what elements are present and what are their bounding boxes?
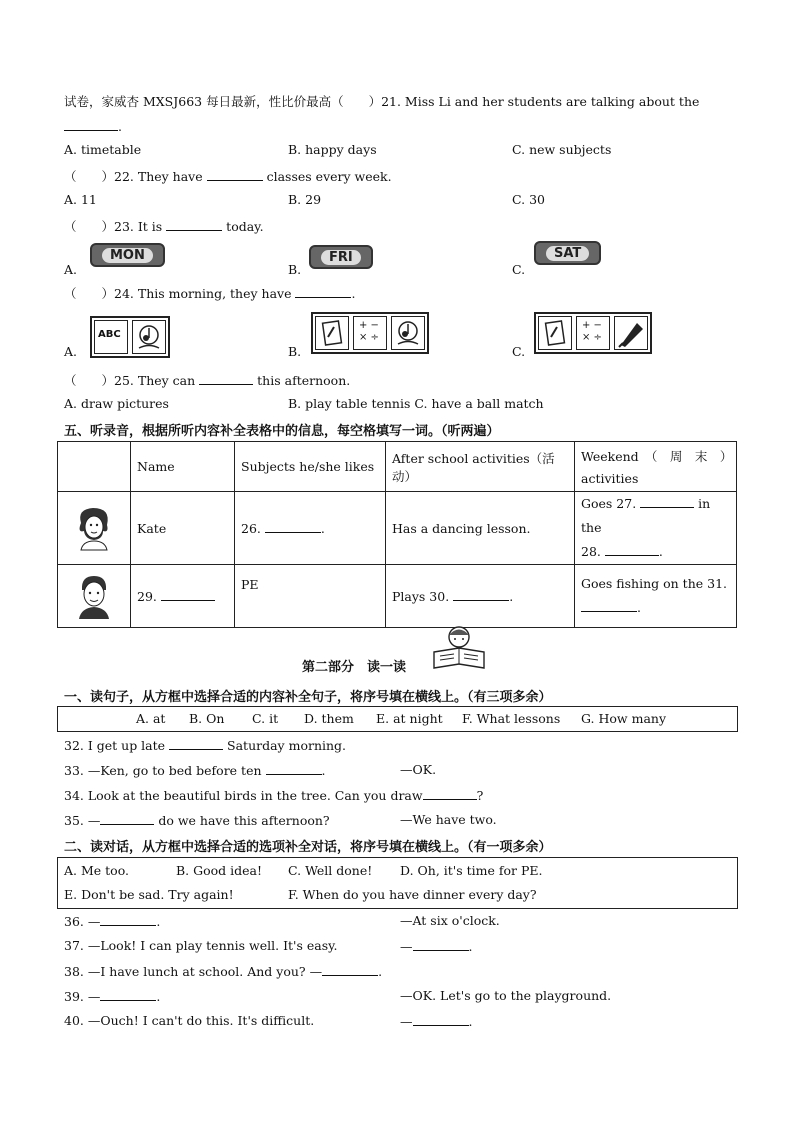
q31-blank[interactable] — [581, 599, 637, 612]
q25-option-a: A. draw pictures — [64, 396, 169, 411]
q23-stem-b: today. — [226, 219, 264, 234]
header-picture — [58, 442, 131, 492]
header-subjects: Subjects he/she likes — [235, 442, 386, 492]
q23-stem — [64, 217, 264, 235]
q27-label: Goes 27. — [581, 496, 637, 511]
q38 — [64, 963, 382, 979]
q23-fri-image — [309, 245, 373, 269]
q21-end: . — [118, 119, 122, 134]
q30-label: Plays 30. — [392, 589, 450, 604]
q21-stem: 试卷，家威杏 MXSJ663 每日最新，性比价最高（ ）21. Miss Li and her students are talking about the — [64, 94, 700, 109]
q22-blank[interactable] — [207, 168, 263, 181]
q37-reply-a: — — [400, 939, 413, 954]
reading-child-icon — [430, 624, 488, 675]
math-glyph: + − × ÷ — [359, 320, 379, 343]
q27-blank[interactable] — [640, 495, 694, 508]
boy-avatar — [58, 565, 131, 628]
header-weekend-line1: Weekend （ 周 末 ） — [581, 448, 733, 464]
q33-b: . — [321, 763, 326, 778]
q22-stem-a: （ ）22. They have — [64, 169, 203, 184]
q21-blank-line — [64, 118, 122, 134]
q27-after: in the — [581, 496, 711, 535]
q40-blank[interactable] — [413, 1013, 469, 1026]
q25-stem-b: this afternoon. — [257, 373, 351, 388]
q26-label: 26. — [241, 521, 261, 536]
row2-name — [131, 565, 235, 628]
q38-a: 38. —I have lunch at school. And you? — — [64, 964, 323, 979]
math-icon — [576, 316, 610, 350]
q25-stem — [64, 371, 350, 389]
q24-a-images — [90, 316, 170, 358]
kate-avatar — [58, 492, 131, 565]
option-a-at: A. at — [136, 711, 166, 726]
q25-option-bc: B. play table tennis C. have a ball match — [288, 396, 544, 411]
option-c-it: C. it — [252, 711, 279, 726]
row2-weekend: Goes fishing on the 31. . — [575, 565, 737, 628]
q21-option-a: A. timetable — [64, 142, 142, 157]
q24-option-a-label: A. — [64, 344, 78, 359]
q39-reply: —OK. Let's go to the playground. — [400, 988, 612, 1003]
row1-name: Kate — [131, 492, 235, 565]
q29-blank[interactable] — [161, 588, 215, 601]
q38-blank[interactable] — [322, 963, 378, 976]
header-weekend-line2: activities — [581, 470, 639, 486]
q35-b: do we have this afternoon? — [158, 813, 330, 828]
option-b-good-idea: B. Good idea! — [176, 863, 263, 878]
option-d-time-for-pe: D. Oh, it's time for PE. — [400, 863, 543, 878]
q35 — [64, 812, 330, 828]
q23-option-c-label: C. — [512, 262, 526, 277]
q22-stem — [64, 167, 392, 185]
header-name: Name — [131, 442, 235, 492]
art-icon — [315, 316, 349, 350]
q30-blank[interactable] — [453, 588, 509, 601]
q32 — [64, 737, 346, 753]
part2-title: 第二部分 读一读 — [302, 660, 407, 675]
row2-subject: PE — [235, 565, 386, 628]
option-b-on: B. On — [189, 711, 225, 726]
q40: 40. —Ouch! I can't do this. It's difficult. — [64, 1013, 315, 1028]
option-f-what-lessons: F. What lessons — [462, 711, 561, 726]
section5-table — [57, 441, 737, 628]
q21-blank[interactable] — [64, 118, 118, 131]
option-f-dinner: F. When do you have dinner every day? — [288, 887, 537, 902]
q24-c-images — [534, 312, 652, 354]
q24-stem-b: . — [351, 286, 356, 301]
q29-label: 29. — [137, 589, 157, 604]
music-icon — [391, 316, 425, 350]
q35-a: 35. — — [64, 813, 101, 828]
q36-b: . — [156, 914, 161, 929]
section1-title: 一、读句子，从方框中选择合适的内容补全句子，将序号填在横线上。（有三项多余） — [64, 690, 552, 705]
english-icon — [94, 320, 128, 354]
q35-reply: —We have two. — [400, 812, 497, 827]
q34-blank[interactable] — [423, 787, 477, 800]
q39 — [64, 988, 160, 1004]
q23-blank[interactable] — [166, 218, 222, 231]
q36-blank[interactable] — [100, 913, 156, 926]
sat-text: SAT — [546, 246, 589, 261]
q32-blank[interactable] — [169, 737, 223, 750]
music-icon — [132, 320, 166, 354]
q22-option-b: B. 29 — [288, 192, 322, 207]
q39-blank[interactable] — [100, 988, 156, 1001]
q33-a: 33. —Ken, go to bed before ten — [64, 763, 262, 778]
q28-label: 28. — [581, 544, 601, 559]
option-a-me-too: A. Me too. — [64, 863, 129, 878]
section2-title: 二、读对话，从方框中选择合适的选项补全对话，将序号填在横线上。（有一项多余） — [64, 840, 552, 855]
q34-a: 34. Look at the beautiful birds in the tree. Can you draw — [64, 788, 423, 803]
q32-b: Saturday morning. — [227, 738, 347, 753]
q39-a: 39. — — [64, 989, 101, 1004]
q22-option-c: C. 30 — [512, 192, 545, 207]
q31-label: Goes fishing on the 31. — [581, 576, 727, 591]
q24-blank[interactable] — [295, 285, 351, 298]
q26-blank[interactable] — [265, 520, 321, 533]
fri-text: FRI — [321, 250, 361, 265]
writing-icon — [614, 316, 648, 350]
option-g-how-many: G. How many — [581, 711, 667, 726]
q22-stem-b: classes every week. — [266, 169, 392, 184]
q36-reply: —At six o'clock. — [400, 913, 500, 928]
row1-activity: Has a dancing lesson. — [386, 492, 575, 565]
q34 — [64, 787, 483, 803]
section5-title: 五、听录音，根据所听内容补全表格中的信息，每空格填写一词。（听两遍） — [64, 424, 500, 439]
header-weekend — [575, 442, 737, 492]
q25-stem-a: （ ）25. They can — [64, 373, 196, 388]
q33-blank[interactable] — [266, 762, 322, 775]
q37: 37. —Look! I can play tennis well. It's easy. — [64, 938, 338, 953]
q24-stem — [64, 284, 355, 302]
q23-option-b-label: B. — [288, 262, 302, 277]
math-icon — [353, 316, 387, 350]
q21-option-b: B. happy days — [288, 142, 377, 157]
q36-a: 36. — — [64, 914, 101, 929]
option-e-at-night: E. at night — [376, 711, 443, 726]
q24-option-b-label: B. — [288, 344, 302, 359]
q34-b: ? — [476, 788, 484, 803]
q24-stem-a: （ ）24. This morning, they have — [64, 286, 292, 301]
q22-option-a: A. 11 — [64, 192, 97, 207]
q23-option-a-label: A. — [64, 262, 78, 277]
q21-option-c: C. new subjects — [512, 142, 612, 157]
q38-b: . — [378, 964, 383, 979]
q24-option-c-label: C. — [512, 344, 526, 359]
q33 — [64, 762, 326, 778]
row1-weekend: Goes 27. in the 28. . — [575, 492, 737, 565]
math-glyph: + − × ÷ — [582, 320, 602, 343]
art-icon — [538, 316, 572, 350]
row1-subject: 26. . — [235, 492, 386, 565]
q40-reply-a: — — [400, 1014, 413, 1029]
q35-blank[interactable] — [100, 812, 154, 825]
header-activities: After school activities（活动） — [386, 442, 575, 492]
option-d-them: D. them — [304, 711, 354, 726]
q37-blank[interactable] — [413, 938, 469, 951]
q23-stem-a: （ ）23. It is — [64, 219, 163, 234]
q32-a: 32. I get up late — [64, 738, 166, 753]
q40-reply — [400, 1013, 472, 1029]
q37-reply — [400, 938, 472, 954]
q36 — [64, 913, 160, 929]
q24-b-images — [311, 312, 429, 354]
q33-reply: —OK. — [400, 762, 437, 777]
q37-reply-b: . — [468, 939, 473, 954]
abc-glyph: ABC — [98, 329, 121, 340]
q40-reply-b: . — [468, 1014, 473, 1029]
row2-activity: Plays 30. . — [386, 565, 575, 628]
q23-mon-image — [90, 243, 165, 267]
q28-blank[interactable] — [605, 543, 659, 556]
mon-text: MON — [102, 248, 153, 263]
q25-blank[interactable] — [199, 372, 253, 385]
option-e-dont-be-sad: E. Don't be sad. Try again! — [64, 887, 234, 902]
q23-sat-image — [534, 241, 601, 265]
option-c-well-done: C. Well done! — [288, 863, 373, 878]
q39-b: . — [156, 989, 161, 1004]
